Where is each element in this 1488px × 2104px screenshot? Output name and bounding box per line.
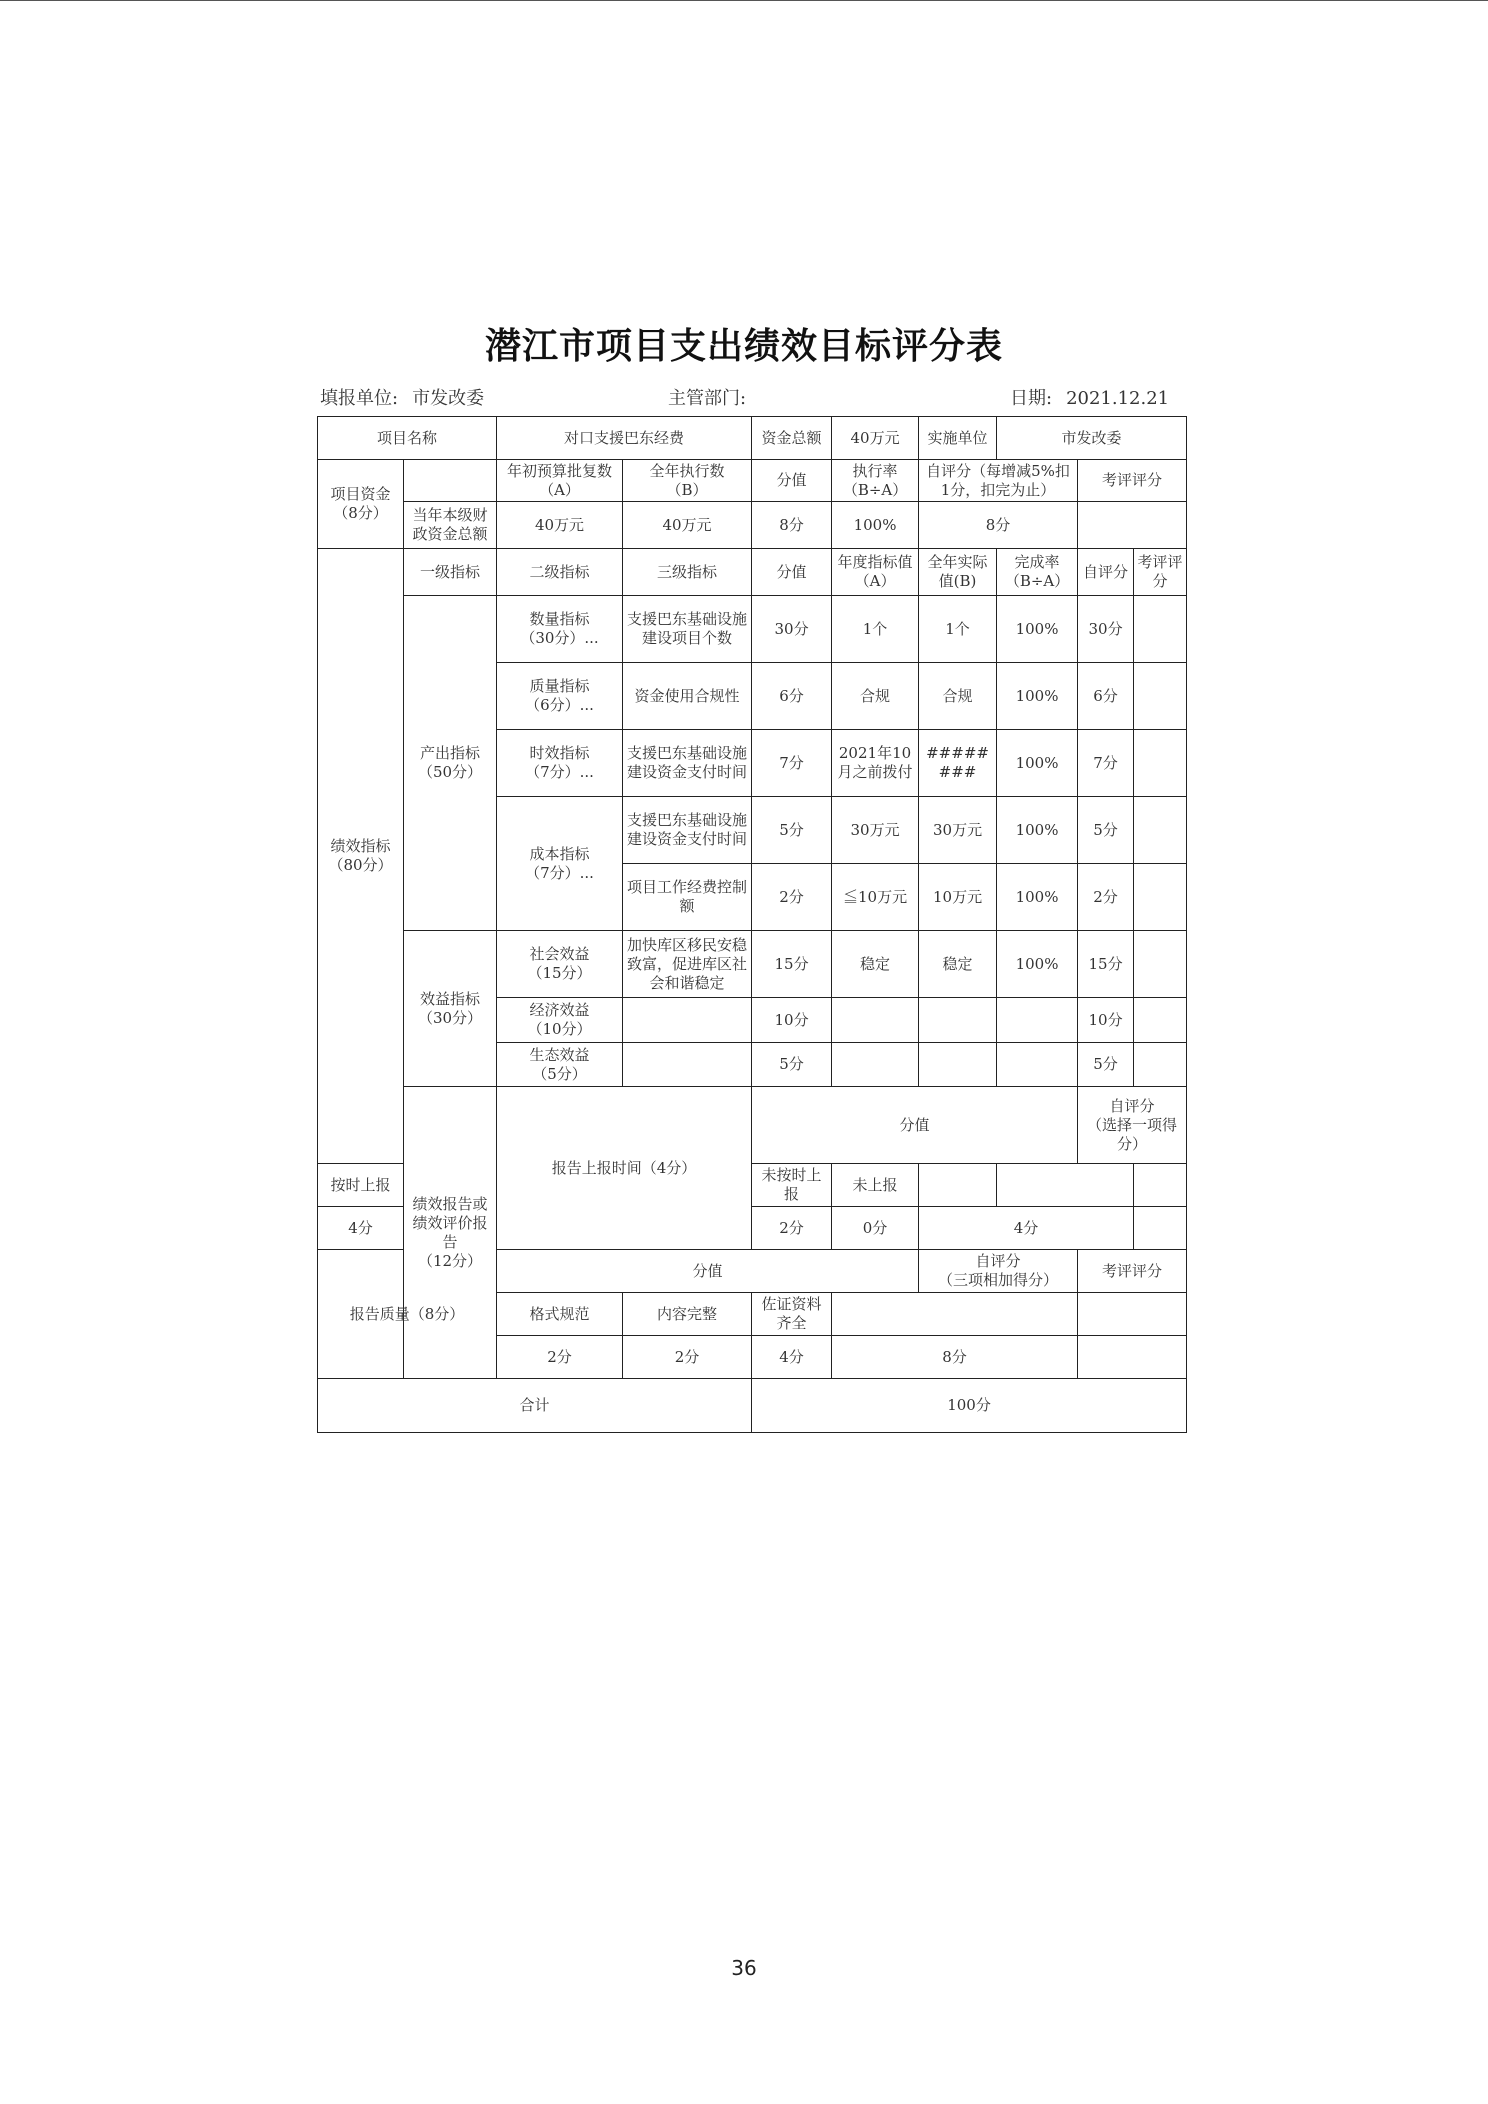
indicator-l3 [623, 1043, 752, 1087]
report-time-option-none: 未上报 [832, 1164, 919, 1207]
report-quality-option-format: 格式规范 [497, 1293, 623, 1336]
indicator-rate: 100% [997, 596, 1078, 663]
indicator-score: 7分 [752, 730, 832, 797]
indicator-actual [919, 1043, 997, 1087]
fund-self-value: 8分 [919, 502, 1078, 549]
fund-budget-value: 40万元 [497, 502, 623, 549]
indicator-review [1134, 596, 1187, 663]
indicator-rate: 100% [997, 864, 1078, 931]
page-title: 潜江市项目支出绩效目标评分表 [484, 325, 1003, 367]
performance-score-table [317, 416, 1187, 1433]
total-label: 合计 [318, 1379, 752, 1433]
perf-section-label: 绩效指标 （80分） [318, 549, 404, 1164]
fund-review-value [1078, 502, 1187, 549]
indicator-target: 稳定 [832, 931, 919, 998]
indicator-l3 [623, 998, 752, 1043]
indicator-review [1134, 1043, 1187, 1087]
perf-header-row [318, 549, 1187, 596]
report-section-label: 绩效报告或绩效评价报告 （12分） [404, 1087, 497, 1379]
indicator-review [1134, 864, 1187, 931]
table-row [318, 931, 1187, 998]
indicator-rate: 100% [997, 730, 1078, 797]
indicator-review [1134, 931, 1187, 998]
report-time-option-late: 未按时上报 [752, 1164, 832, 1207]
output-indicator-label: 产出指标 （50分） [404, 596, 497, 931]
report-date-value: 2021.12.21 [1066, 388, 1170, 409]
report-quality-review-header: 考评评分 [1078, 1250, 1187, 1293]
fund-exec-header: 全年执行数 （B） [623, 460, 752, 502]
indicator-rate [997, 998, 1078, 1043]
perf-rate-header: 完成率 （B÷A） [997, 549, 1078, 596]
indicator-score: 15分 [752, 931, 832, 998]
indicator-l2: 数量指标 （30分）... [497, 596, 623, 663]
indicator-target [832, 998, 919, 1043]
report-date-label: 日期: [1010, 388, 1053, 409]
fund-data-row [318, 502, 1187, 549]
indicator-l3: 资金使用合规性 [623, 663, 752, 730]
report-quality-self-score: 8分 [832, 1336, 1078, 1379]
table-row [318, 596, 1187, 663]
fund-header-row [318, 460, 1187, 502]
report-time-self-score: 4分 [919, 1207, 1134, 1250]
page-number: 36 [731, 1956, 757, 1980]
report-time-score-ontime: 4分 [318, 1207, 404, 1250]
indicator-actual [919, 998, 997, 1043]
indicator-actual: 稳定 [919, 931, 997, 998]
indicator-actual: ######## [919, 730, 997, 797]
indicator-rate: 100% [997, 663, 1078, 730]
total-fund-label: 资金总额 [752, 417, 832, 460]
report-time-review-empty-cell [1134, 1164, 1187, 1207]
fund-row-label: 当年本级财政资金总额 [404, 502, 497, 549]
indicator-self: 10分 [1078, 998, 1134, 1043]
indicator-l2: 生态效益 （5分） [497, 1043, 623, 1087]
indicator-score: 5分 [752, 1043, 832, 1087]
indicator-self: 30分 [1078, 596, 1134, 663]
report-quality-score-format: 2分 [497, 1336, 623, 1379]
fund-self-header: 自评分（每增减5%扣1分，扣完为止） [919, 460, 1078, 502]
report-quality-option-content: 内容完整 [623, 1293, 752, 1336]
filing-unit-label: 填报单位: [320, 388, 399, 409]
report-time-header-row [318, 1087, 1187, 1164]
indicator-actual: 30万元 [919, 797, 997, 864]
indicator-l3: 项目工作经费控制额 [623, 864, 752, 931]
indicator-target: 2021年10月之前拨付 [832, 730, 919, 797]
indicator-l3: 支援巴东基础设施建设资金支付时间 [623, 797, 752, 864]
indicator-self: 5分 [1078, 1043, 1134, 1087]
indicator-l3: 支援巴东基础设施建设项目个数 [623, 596, 752, 663]
fund-score-header: 分值 [752, 460, 832, 502]
project-name-value: 对口支援巴东经费 [497, 417, 752, 460]
indicator-self: 15分 [1078, 931, 1134, 998]
perf-review-header: 考评评分 [1134, 549, 1187, 596]
indicator-review [1134, 797, 1187, 864]
indicator-review [1134, 998, 1187, 1043]
indicator-actual: 1个 [919, 596, 997, 663]
perf-score-header: 分值 [752, 549, 832, 596]
report-date [1010, 384, 1169, 410]
total-fund-value: 40万元 [832, 417, 919, 460]
total-row [318, 1379, 1187, 1433]
report-time-score-none: 0分 [832, 1207, 919, 1250]
indicator-self: 7分 [1078, 730, 1134, 797]
indicator-score: 6分 [752, 663, 832, 730]
report-time-score-late: 2分 [752, 1207, 832, 1250]
report-time-self-empty-cell [997, 1164, 1134, 1207]
indicator-l2: 成本指标 （7分）... [497, 797, 623, 931]
indicator-target: ≦10万元 [832, 864, 919, 931]
report-time-review-score [1134, 1207, 1187, 1250]
indicator-score: 10分 [752, 998, 832, 1043]
fund-rate-value: 100% [832, 502, 919, 549]
fund-rate-header: 执行率 （B÷A） [832, 460, 919, 502]
report-time-option-ontime: 按时上报 [318, 1164, 404, 1207]
indicator-l2: 时效指标 （7分）... [497, 730, 623, 797]
indicator-self: 5分 [1078, 797, 1134, 864]
total-value: 100分 [752, 1379, 1187, 1433]
indicator-target: 合规 [832, 663, 919, 730]
report-time-self-header: 自评分 （选择一项得分） [1078, 1087, 1187, 1164]
indicator-review [1134, 663, 1187, 730]
report-quality-label: 报告质量（8分） [318, 1250, 497, 1379]
fund-empty-header-cell [404, 460, 497, 502]
project-name-label: 项目名称 [318, 417, 497, 460]
indicator-l2: 经济效益 （10分） [497, 998, 623, 1043]
perf-actual-header: 全年实际值(B) [919, 549, 997, 596]
indicator-l2: 社会效益 （15分） [497, 931, 623, 998]
indicator-actual: 10万元 [919, 864, 997, 931]
top-border-line [0, 0, 1488, 1]
report-quality-option-evidence: 佐证资料齐全 [752, 1293, 832, 1336]
indicator-actual: 合规 [919, 663, 997, 730]
indicator-score: 5分 [752, 797, 832, 864]
fund-budget-header: 年初预算批复数 （A） [497, 460, 623, 502]
fund-exec-value: 40万元 [623, 502, 752, 549]
benefit-indicator-label: 效益指标 （30分） [404, 931, 497, 1087]
indicator-review [1134, 730, 1187, 797]
report-time-options-empty-cell [919, 1164, 997, 1207]
report-time-label: 报告上报时间（4分） [497, 1087, 752, 1250]
report-quality-review-empty-cell [1078, 1293, 1187, 1336]
indicator-target: 30万元 [832, 797, 919, 864]
supervising-dept-label: 主管部门: [668, 388, 747, 409]
report-quality-self-header: 自评分 （三项相加得分） [919, 1250, 1078, 1293]
filing-unit-value: 市发改委 [412, 388, 485, 409]
perf-l2-header: 二级指标 [497, 549, 623, 596]
indicator-rate [997, 1043, 1078, 1087]
perf-l1-header: 一级指标 [404, 549, 497, 596]
filing-unit [320, 384, 484, 410]
indicator-rate: 100% [997, 797, 1078, 864]
fund-review-header: 考评评分 [1078, 460, 1187, 502]
indicator-l2: 质量指标 （6分）... [497, 663, 623, 730]
fund-score-value: 8分 [752, 502, 832, 549]
indicator-l3: 支援巴东基础设施建设资金支付时间 [623, 730, 752, 797]
impl-unit-label: 实施单位 [919, 417, 997, 460]
indicator-score: 2分 [752, 864, 832, 931]
perf-l3-header: 三级指标 [623, 549, 752, 596]
report-quality-review-score [1078, 1336, 1187, 1379]
report-quality-score-header: 分值 [497, 1250, 919, 1293]
supervising-dept [668, 384, 760, 410]
indicator-target [832, 1043, 919, 1087]
indicator-self: 6分 [1078, 663, 1134, 730]
fund-section-label: 项目资金 （8分） [318, 460, 404, 549]
report-quality-score-content: 2分 [623, 1336, 752, 1379]
indicator-l3: 加快库区移民安稳致富，促进库区社会和谐稳定 [623, 931, 752, 998]
indicator-score: 30分 [752, 596, 832, 663]
indicator-target: 1个 [832, 596, 919, 663]
impl-unit-value: 市发改委 [997, 417, 1187, 460]
project-info-row [318, 417, 1187, 460]
perf-target-header: 年度指标值（A） [832, 549, 919, 596]
report-quality-self-empty-cell [832, 1293, 1078, 1336]
indicator-rate: 100% [997, 931, 1078, 998]
report-quality-score-evidence: 4分 [752, 1336, 832, 1379]
report-time-score-header: 分值 [752, 1087, 1078, 1164]
indicator-self: 2分 [1078, 864, 1134, 931]
perf-self-header: 自评分 [1078, 549, 1134, 596]
